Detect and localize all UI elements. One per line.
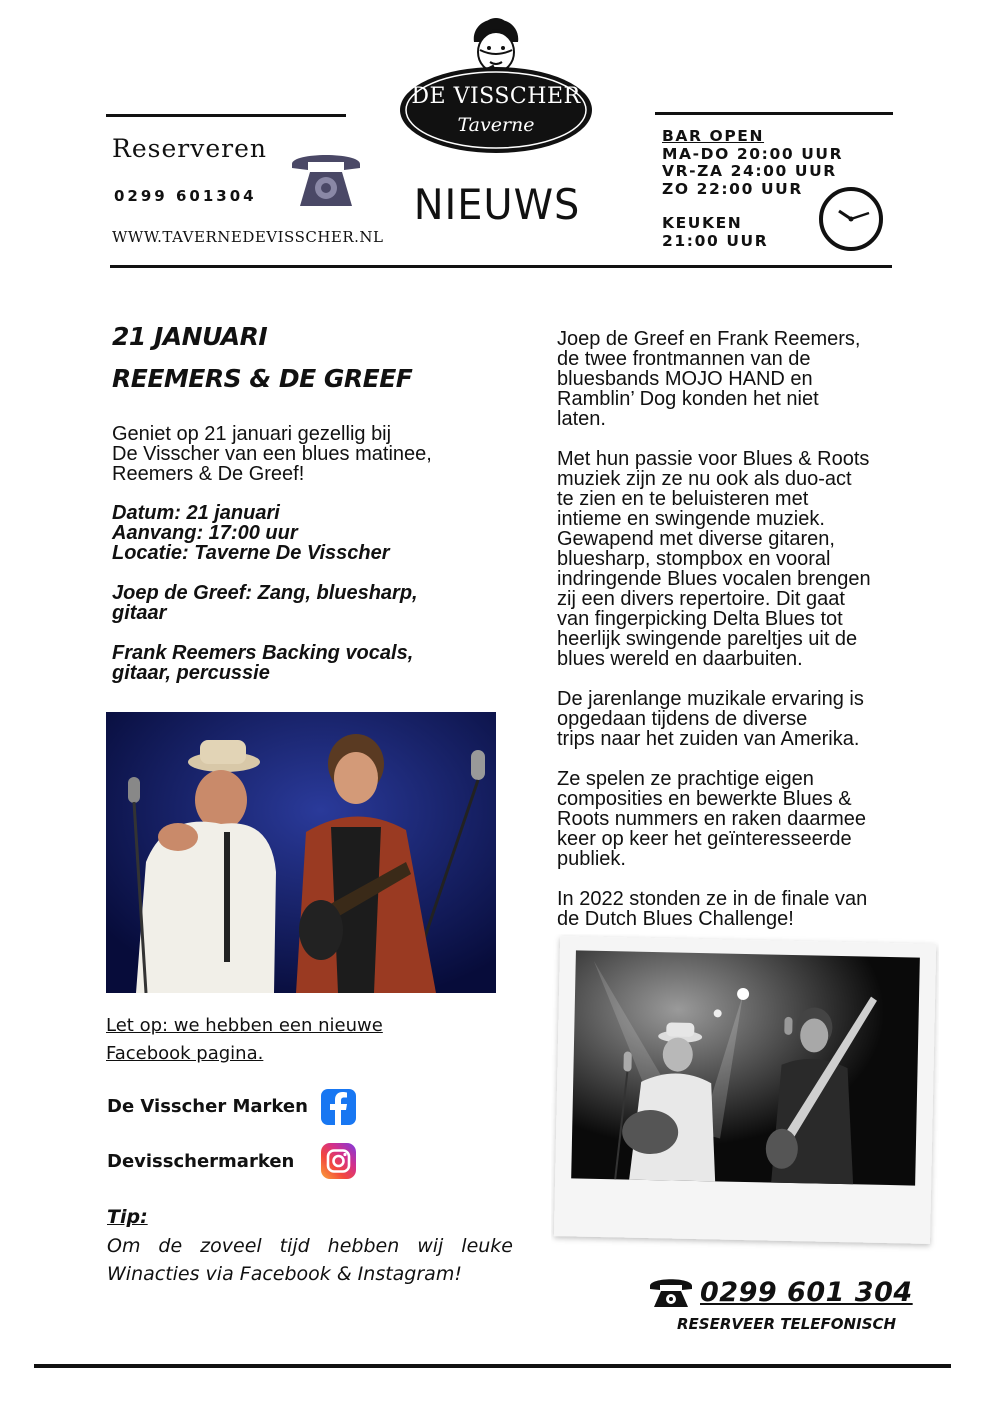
reserve-title: Reserveren [112, 134, 267, 163]
member-line: Frank Reemers Backing vocals, [112, 642, 414, 664]
member-line: gitaar, percussie [112, 662, 270, 684]
article-line: Roots nummers en raken daarmee [557, 808, 867, 830]
detail-start: Aanvang: 17:00 uur [112, 522, 298, 544]
header-rule-left [106, 114, 346, 117]
article-line: de Dutch Blues Challenge! [557, 908, 794, 930]
article-line: heerlijk swingende pareltjes uit de [557, 628, 858, 650]
reserve-phone[interactable]: 0299 601304 [114, 187, 257, 205]
footer-rule [34, 1364, 951, 1368]
notice-line: Facebook pagina. [106, 1043, 264, 1064]
tip-heading: Tip: [107, 1206, 148, 1228]
logo-subtitle: Taverne [457, 114, 535, 136]
tip-line: Om de zoveel tijd hebben wij leuke [107, 1235, 513, 1257]
footer-reserve-label: RESERVEER TELEFONISCH [677, 1315, 897, 1333]
duo-concert-photo [106, 712, 496, 993]
notice-line: Let op: we hebben een nieuwe [106, 1015, 383, 1036]
hours-weekdays: MA-DO 20:00 UUR [662, 144, 844, 163]
website-link[interactable]: WWW.TAVERNEDEVISSCHER.NL [112, 228, 384, 246]
article-line: bluesharp, stompbox en vooral [557, 548, 831, 570]
article-paragraph-3 [557, 689, 907, 749]
article-paragraph-2 [557, 449, 907, 669]
kitchen-label: KEUKEN [662, 214, 743, 232]
event-name-heading: REEMERS & DE GREEF [112, 364, 413, 393]
intro-line: De Visscher van een blues matinee, [112, 443, 432, 465]
clock-icon [817, 185, 885, 253]
article-line: bluesbands MOJO HAND en [557, 368, 813, 390]
hours-sunday: ZO 22:00 UUR [662, 179, 803, 198]
article-line: Ze spelen ze prachtige eigen [557, 768, 814, 790]
opening-hours [662, 128, 843, 198]
intro-line: Geniet op 21 januari gezellig bij [112, 423, 392, 445]
footer-phone-number[interactable]: 0299 601 304 [700, 1277, 913, 1308]
tip-text [107, 1232, 513, 1288]
article-line: de twee frontmannen van de [557, 348, 811, 370]
telephone-icon [288, 146, 364, 210]
facebook-icon[interactable] [321, 1089, 356, 1125]
article-line: De jarenlange muzikale ervaring is [557, 688, 864, 710]
article-line: trips naar het zuiden van Amerika. [557, 728, 860, 750]
article-line: publiek. [557, 848, 626, 870]
member-line: Joep de Greef: Zang, bluesharp, [112, 582, 418, 604]
instagram-account-name[interactable]: Devisschermarken [107, 1151, 295, 1172]
facebook-notice[interactable] [106, 1012, 383, 1068]
article-line: te zien en te beluisteren met [557, 488, 809, 510]
article-line: blues wereld en daarbuiten. [557, 648, 803, 670]
article-line: intieme en swingende muziek. [557, 508, 825, 530]
detail-date: Datum: 21 januari [112, 502, 280, 524]
article-line: composities en bewerkte Blues & [557, 788, 852, 810]
article-line: van fingerpicking Delta Blues tot [557, 608, 843, 630]
article-line: Ramblin’ Dog konden het niet [557, 388, 819, 410]
taverne-logo [398, 14, 594, 156]
kitchen-hours [662, 215, 768, 250]
member-joep [112, 583, 418, 623]
article-paragraph-5 [557, 889, 907, 929]
article-line: indringende Blues vocalen brengen [557, 568, 871, 590]
detail-location: Locatie: Taverne De Visscher [112, 542, 390, 564]
article-line: zij een divers repertoire. Dit gaat [557, 588, 845, 610]
event-details [112, 503, 390, 563]
article-paragraph-4 [557, 769, 907, 869]
article-line: Met hun passie voor Blues & Roots [557, 448, 870, 470]
article-line: Gewapend met diverse gitaren, [557, 528, 835, 550]
hours-weekend: VR-ZA 24:00 UUR [662, 162, 837, 180]
page-title: NIEUWS [413, 180, 581, 229]
kitchen-time: 21:00 UUR [662, 231, 769, 250]
telephone-icon [648, 1276, 694, 1308]
article-line: muziek zijn ze nu ook als duo-act [557, 468, 852, 490]
tip-line: Winacties via Facebook & Instagram! [107, 1263, 462, 1285]
article-line: laten. [557, 408, 606, 430]
logo-name: DE VISSCHER [411, 84, 581, 109]
member-frank [112, 643, 413, 683]
event-date-heading: 21 JANUARI [112, 322, 268, 351]
instagram-icon[interactable] [321, 1143, 356, 1179]
header-rule-bottom [110, 265, 892, 268]
header-rule-right [655, 112, 893, 115]
article-paragraph-1 [557, 329, 907, 429]
article-line: keer op keer het geïnteresseerde [557, 828, 852, 850]
member-line: gitaar [112, 602, 167, 624]
facebook-account-name[interactable]: De Visscher Marken [107, 1096, 308, 1117]
intro-line: Reemers & De Greef! [112, 463, 305, 485]
bar-open-label: BAR OPEN [662, 127, 765, 145]
polaroid-concert-photo [551, 934, 939, 1252]
article-line: opgedaan tijdens de diverse [557, 708, 808, 730]
event-intro [112, 424, 432, 484]
article-line: Joep de Greef en Frank Reemers, [557, 328, 861, 350]
article-line: In 2022 stonden ze in de finale van [557, 888, 868, 910]
